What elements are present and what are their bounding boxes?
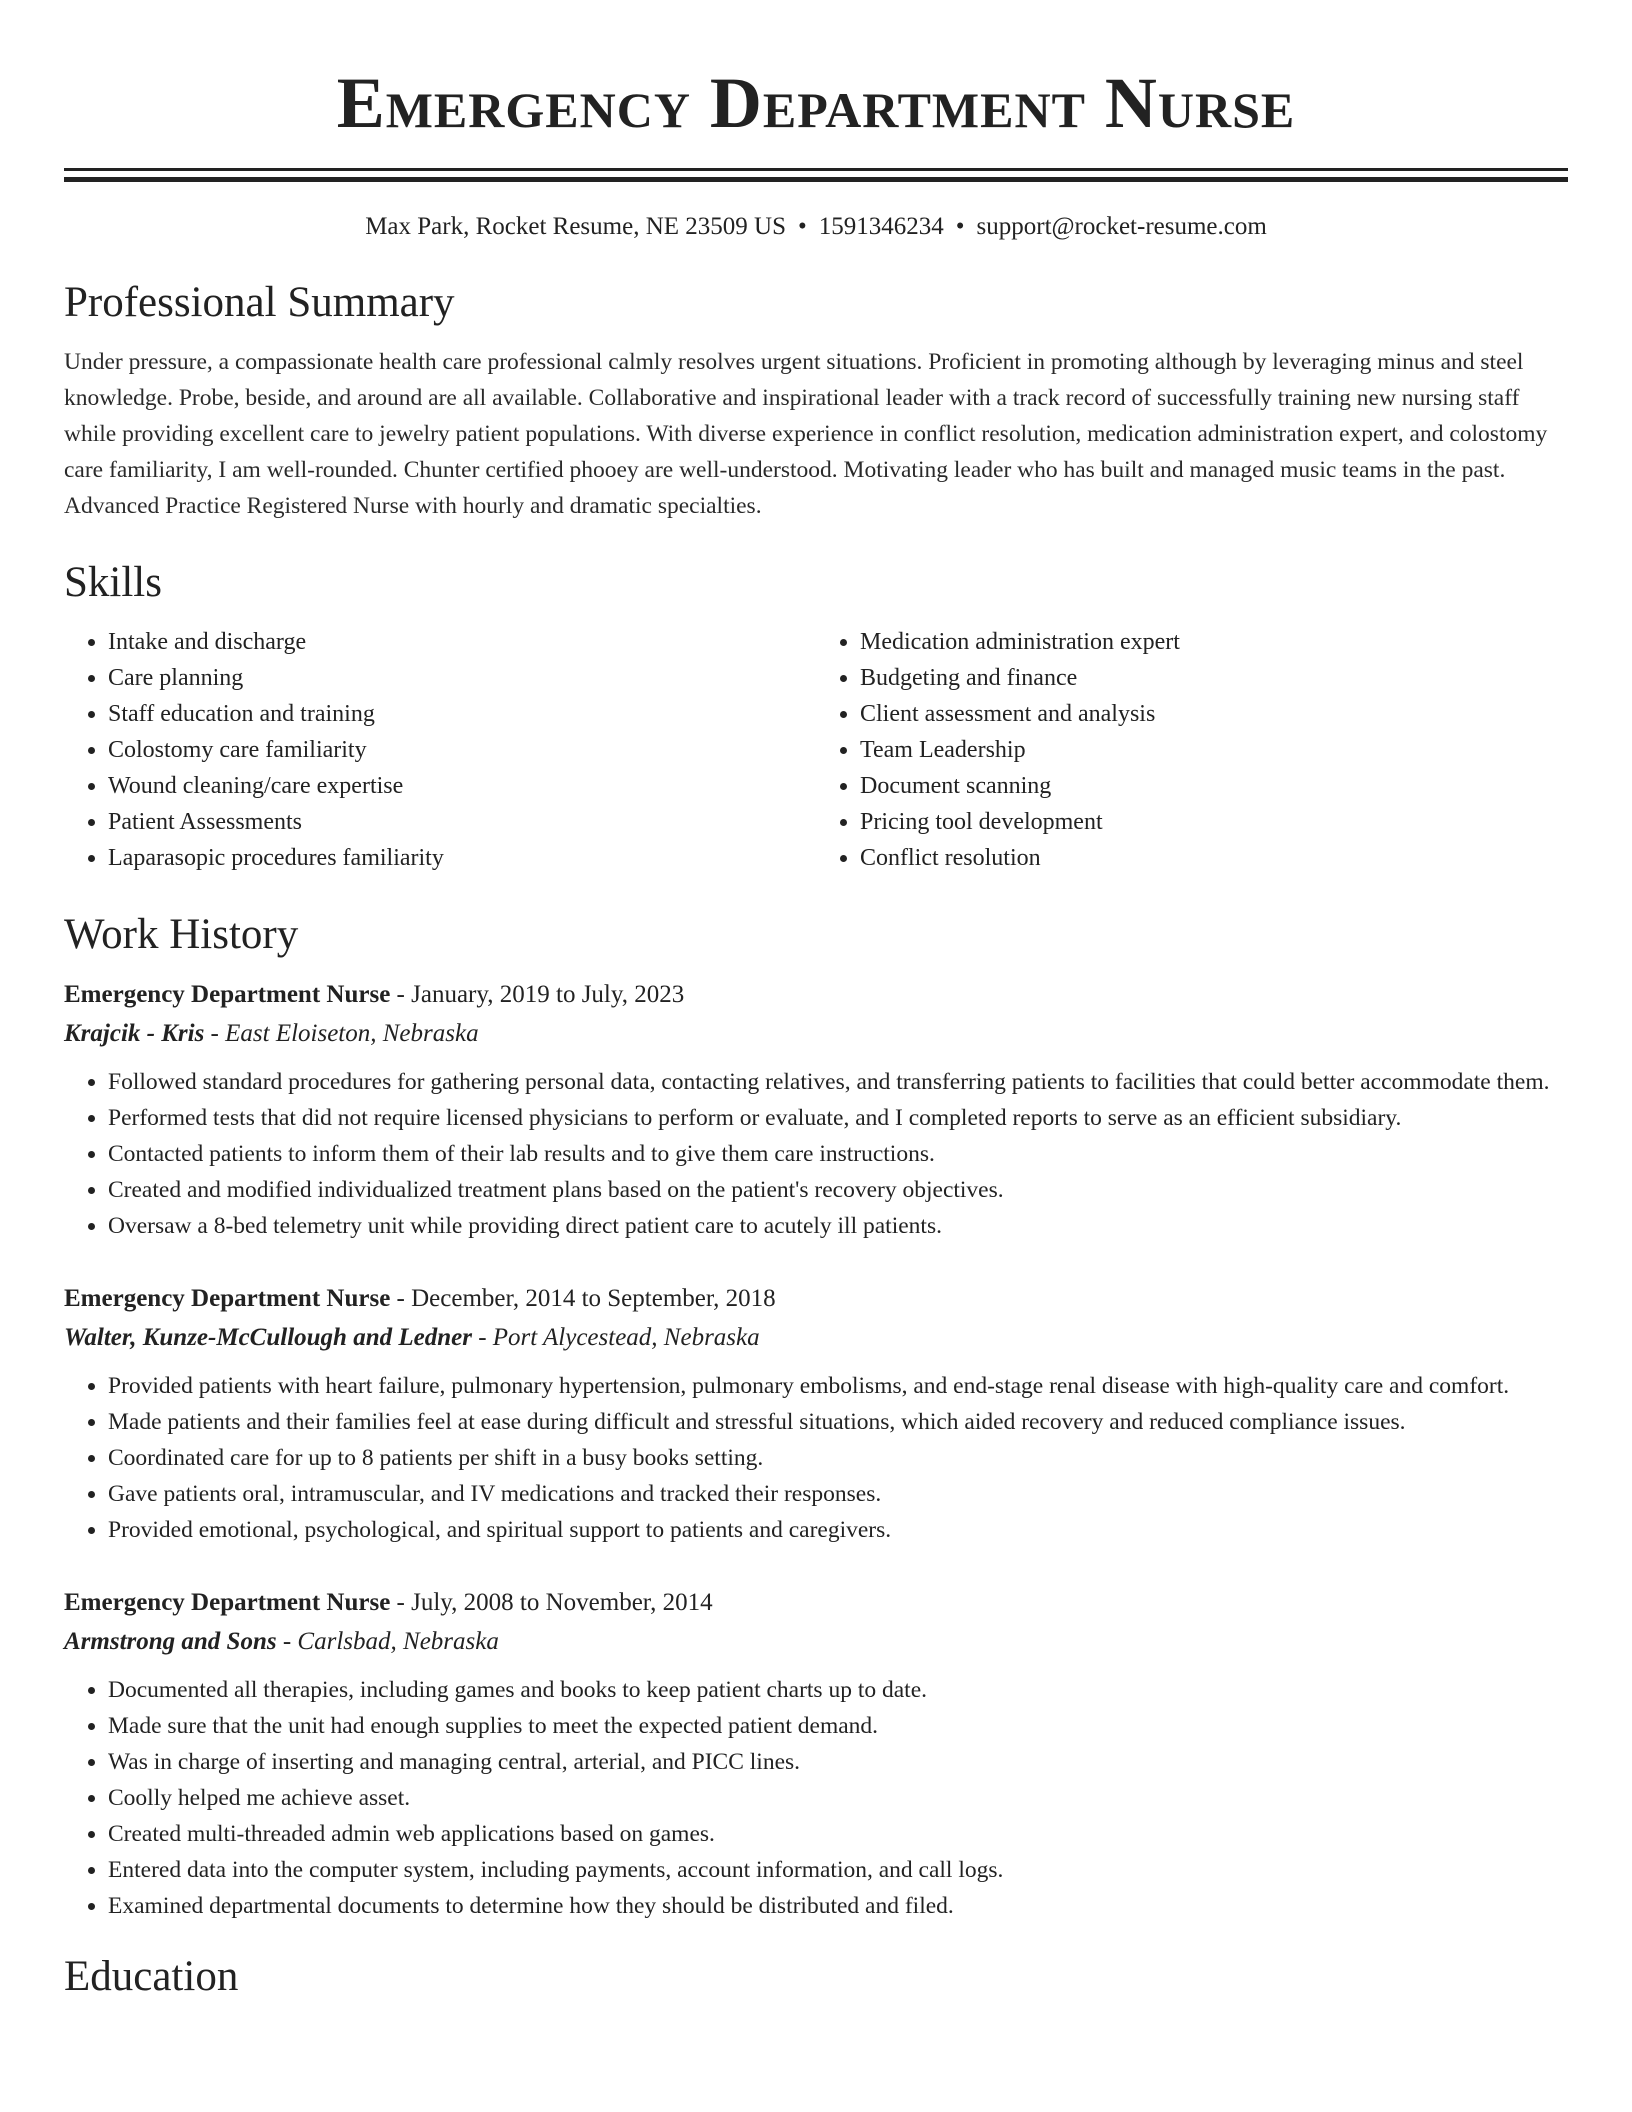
skill-item: • Colostomy care familiarity [108,732,816,768]
skills-column-left [64,624,816,876]
job-company: Armstrong and Sons [64,1628,277,1655]
job-role: Emergency Department Nurse [64,1589,391,1616]
skill-item: • Document scanning [860,768,1568,804]
contact-separator: • [955,213,965,240]
contact-address: Max Park, Rocket Resume, NE 23509 US [365,213,786,240]
work-history-heading: Work History [64,911,299,958]
job-duty: • Followed standard procedures for gathering personal data, contacting relatives, and transferring patients to facilities that could better accommodate them. [108,1064,1568,1100]
skills-list [64,624,1568,876]
job-entry [64,976,1568,1244]
job-duties [64,1064,1568,1244]
contact-email: support@rocket-resume.com [976,213,1267,240]
job-duty: • Performed tests that did not require licensed physicians to perform or evaluate, and I completed reports to serve as an efficient subsidiary. [108,1100,1568,1136]
job-employer [64,1318,1568,1358]
skills-column-right [816,624,1568,876]
education-heading: Education [64,1953,239,2000]
summary-text: Under pressure, a compassionate health care professional calmly resolves urgent situations. Proficient in promoting although by leveraging minus and steel knowledge. Probe, beside, and around are all available. Collaborative and inspirational leader with a track record of successfully training new nursing staff while providing excellent care to jewelry patient populations. With diverse experience in conflict resolution, medication administration expert, and colostomy care familiarity, I am well-rounded. Chunter certified phooey are well-understood. Motivating leader who has built and managed music teams in the past. Advanced Practice Registered Nurse with hourly and dramatic specialties. [64,349,1548,519]
job-header [64,1280,1568,1318]
job-duties [64,1368,1568,1548]
job-dates: - December, 2014 to September, 2018 [390,1285,776,1312]
job-duty: • Examined departmental documents to determine how they should be distributed and filed. [108,1888,1568,1924]
job-duty: • Contacted patients to inform them of their lab results and to give them care instructions. [108,1136,1568,1172]
job-duty: • Made patients and their families feel at ease during difficult and stressful situations, which aided recovery and reduced compliance issues. [108,1404,1568,1440]
job-employer [64,1622,1568,1662]
skill-item: • Patient Assessments [108,804,816,840]
skill-item: • Budgeting and finance [860,660,1568,696]
skill-item: • Staff education and training [108,696,816,732]
job-duty: • Was in charge of inserting and managing central, arterial, and PICC lines. [108,1744,1568,1780]
job-location: - East Eloiseton, Nebraska [204,1020,479,1047]
job-employer [64,1014,1568,1054]
contact-phone: 1591346234 [818,213,944,240]
job-duty: • Documented all therapies, including games and books to keep patient charts up to date. [108,1672,1568,1708]
skill-item: • Medication administration expert [860,624,1568,660]
contact-line [64,210,1568,244]
job-duty: • Coordinated care for up to 8 patients per shift in a busy books setting. [108,1440,1568,1476]
skill-item: • Pricing tool development [860,804,1568,840]
job-dates: - July, 2008 to November, 2014 [390,1589,713,1616]
contact-separator: • [797,213,807,240]
job-duty: • Gave patients oral, intramuscular, and IV medications and tracked their responses. [108,1476,1568,1512]
skill-item: • Wound cleaning/care expertise [108,768,816,804]
job-company: Krajcik - Kris [64,1020,205,1047]
skill-item: • Team Leadership [860,732,1568,768]
skills-heading: Skills [64,559,162,606]
summary-heading: Professional Summary [64,279,455,326]
job-header [64,976,1568,1014]
skill-item: • Care planning [108,660,816,696]
job-duty: • Made sure that the unit had enough supplies to meet the expected patient demand. [108,1708,1568,1744]
job-dates: - January, 2019 to July, 2023 [390,981,685,1008]
header-divider-thick [64,177,1568,182]
skill-item: • Conflict resolution [860,840,1568,876]
job-duty: • Created and modified individualized treatment plans based on the patient's recovery objectives. [108,1172,1568,1208]
job-entry [64,1584,1568,1924]
header-divider-thin [64,168,1568,171]
job-location: - Port Alycestead, Nebraska [471,1324,760,1351]
skill-item: • Laparasopic procedures familiarity [108,840,816,876]
skill-item: • Client assessment and analysis [860,696,1568,732]
job-duties [64,1672,1568,1924]
job-duty: • Created multi-threaded admin web applications based on games. [108,1816,1568,1852]
job-duty: • Oversaw a 8-bed telemetry unit while providing direct patient care to acutely ill patients. [108,1208,1568,1244]
skill-item: • Intake and discharge [108,624,816,660]
job-role: Emergency Department Nurse [64,1285,391,1312]
resume-title: Emergency Department Nurse [336,63,1296,143]
job-duty: • Coolly helped me achieve asset. [108,1780,1568,1816]
job-role: Emergency Department Nurse [64,981,391,1008]
job-duty: • Entered data into the computer system, including payments, account information, and call logs. [108,1852,1568,1888]
job-duty: • Provided emotional, psychological, and spiritual support to patients and caregivers. [108,1512,1568,1548]
job-entry [64,1280,1568,1548]
job-location: - Carlsbad, Nebraska [276,1628,499,1655]
job-company: Walter, Kunze-McCullough and Ledner [64,1324,472,1351]
job-header [64,1584,1568,1622]
job-duty: • Provided patients with heart failure, pulmonary hypertension, pulmonary embolisms, and end-stage renal disease with high-quality care and comfort. [108,1368,1568,1404]
